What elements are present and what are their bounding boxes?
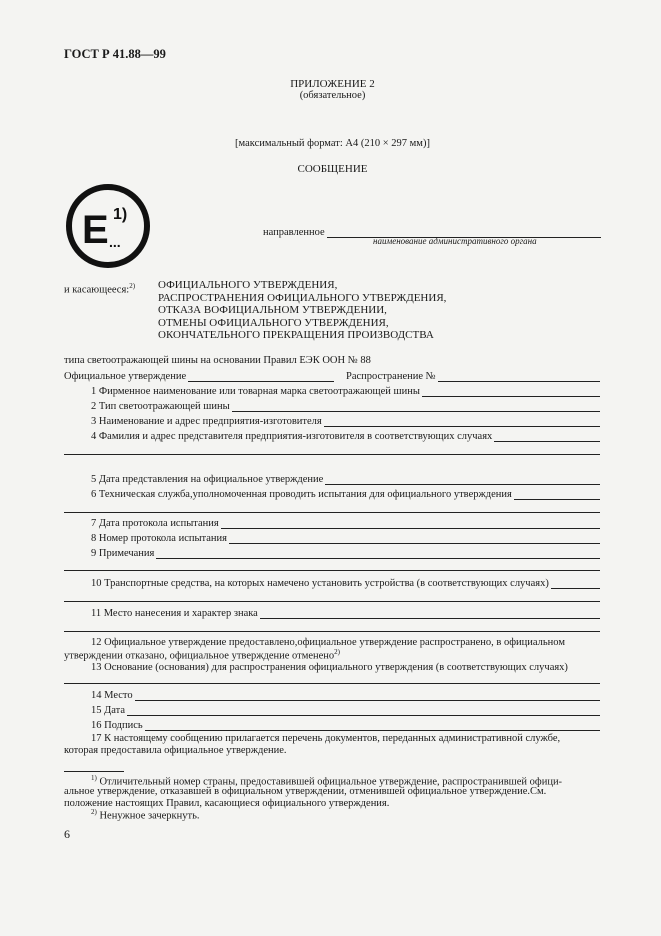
field-5[interactable]: 5 Дата представления на официальное утверждение	[91, 472, 600, 485]
field-16[interactable]: 16 Подпись	[91, 718, 600, 731]
emblem-letter: E	[82, 208, 109, 252]
concerning-line: РАСПРОСТРАНЕНИЯ ОФИЦИАЛЬНОГО УТВЕРЖДЕНИЯ,	[158, 291, 447, 304]
extension-label: Распространение №	[346, 371, 436, 382]
approval-field[interactable]	[64, 369, 340, 382]
footnote-1-line-1: $^{1)}$ Отличительный номер страны, предоставившей официальное утверждение, распространившей офици-	[91, 774, 563, 788]
footnote-divider	[64, 771, 124, 772]
field-13-continuation[interactable]	[64, 683, 600, 684]
field-10[interactable]: 10 Транспортные средства, на которых намечено установить устройства (в соответствующих случаях)	[91, 576, 600, 589]
emblem-sup: 1)	[113, 206, 128, 223]
field-1[interactable]: 1 Фирменное наименование или товарная марка светоотражающей шины	[91, 384, 600, 397]
doc-title: СООБЩЕНИЕ	[297, 163, 368, 175]
field-11[interactable]: 11 Место нанесения и характер знака	[91, 606, 600, 619]
field-13: 13 Основание (основания) для распространения официального утверждения (в соответствующих случаях)	[91, 662, 568, 673]
emblem-dots: ...	[109, 234, 121, 250]
appendix-status: (обязательное)	[299, 90, 366, 101]
footnote-1-line-2: альное утверждение, отказавшей в официальном утверждении, отменившей официальное утверждение.См.	[64, 786, 547, 797]
field-8[interactable]: 8 Номер протокола испытания	[91, 531, 600, 544]
approval-mark-icon	[65, 183, 151, 269]
field-15[interactable]: 15 Дата	[91, 703, 600, 716]
footnote-2: $^{2)}$ Ненужное зачеркнуть.	[91, 808, 200, 822]
standard-header: ГОСТ Р 41.88—99	[64, 47, 166, 61]
field-12-line-2: утверждении отказано, официальное утверждение отменено$^{2)}$	[64, 648, 341, 662]
field-14[interactable]: 14 Место	[91, 688, 600, 701]
concerning-list	[158, 279, 446, 342]
page-number: 6	[64, 827, 70, 841]
appendix-title: ПРИЛОЖЕНИЕ 2	[290, 78, 375, 90]
field-3[interactable]: 3 Наименование и адрес предприятия-изготовителя	[91, 414, 600, 427]
field-11-continuation[interactable]	[64, 631, 600, 632]
format-note: [максимальный формат: А4 (210 × 297 мм)]	[235, 138, 430, 149]
type-line: типа светоотражающей шины на основании Правил ЕЭК ООН № 88	[64, 355, 371, 366]
field-10-continuation[interactable]	[64, 601, 600, 602]
approval-label: Официальное утверждение	[64, 371, 187, 382]
field-2[interactable]: 2 Тип светоотражающей шины	[91, 399, 600, 412]
sent-by-label: направленное	[263, 227, 325, 238]
footnote-1-line-3: положение настоящих Правил, касающиеся официального утверждения.	[64, 798, 390, 809]
concerning-line: ОКОНЧАТЕЛЬНОГО ПРЕКРАЩЕНИЯ ПРОИЗВОДСТВА	[158, 329, 434, 342]
field-4-continuation[interactable]	[64, 454, 600, 455]
field-12-line-1: 12 Официальное утверждение предоставлено,официальное утверждение распространено, в официальном	[91, 637, 565, 648]
concerning-line: ОФИЦИАЛЬНОГО УТВЕРЖДЕНИЯ,	[158, 279, 338, 291]
field-17-line-2: которая предоставила официальное утверждение.	[64, 745, 287, 756]
concerning-label: и касающееся:$^{2)}$	[64, 282, 136, 296]
sent-by-caption: наименование административного органа	[373, 236, 537, 246]
concerning-line: ОТМЕНЫ ОФИЦИАЛЬНОГО УТВЕРЖДЕНИЯ,	[158, 316, 389, 329]
field-7[interactable]: 7 Дата протокола испытания	[91, 516, 600, 529]
extension-field[interactable]	[346, 369, 600, 382]
field-4[interactable]: 4 Фамилия и адрес представителя предприятия-изготовителя в соответствующих случаях	[91, 429, 600, 442]
field-9-continuation[interactable]	[64, 570, 600, 571]
concerning-line: ОТКАЗА ВОФИЦИАЛЬНОМ УТВЕРЖДЕНИИ,	[158, 304, 387, 317]
field-17-line-1: 17 К настоящему сообщению прилагается перечень документов, переданных административной службе,	[91, 733, 561, 744]
field-6-continuation[interactable]	[64, 512, 600, 513]
field-9[interactable]: 9 Примечания	[91, 546, 600, 559]
field-6[interactable]: 6 Техническая служба,уполномоченная проводить испытания для официального утверждения	[91, 487, 600, 500]
